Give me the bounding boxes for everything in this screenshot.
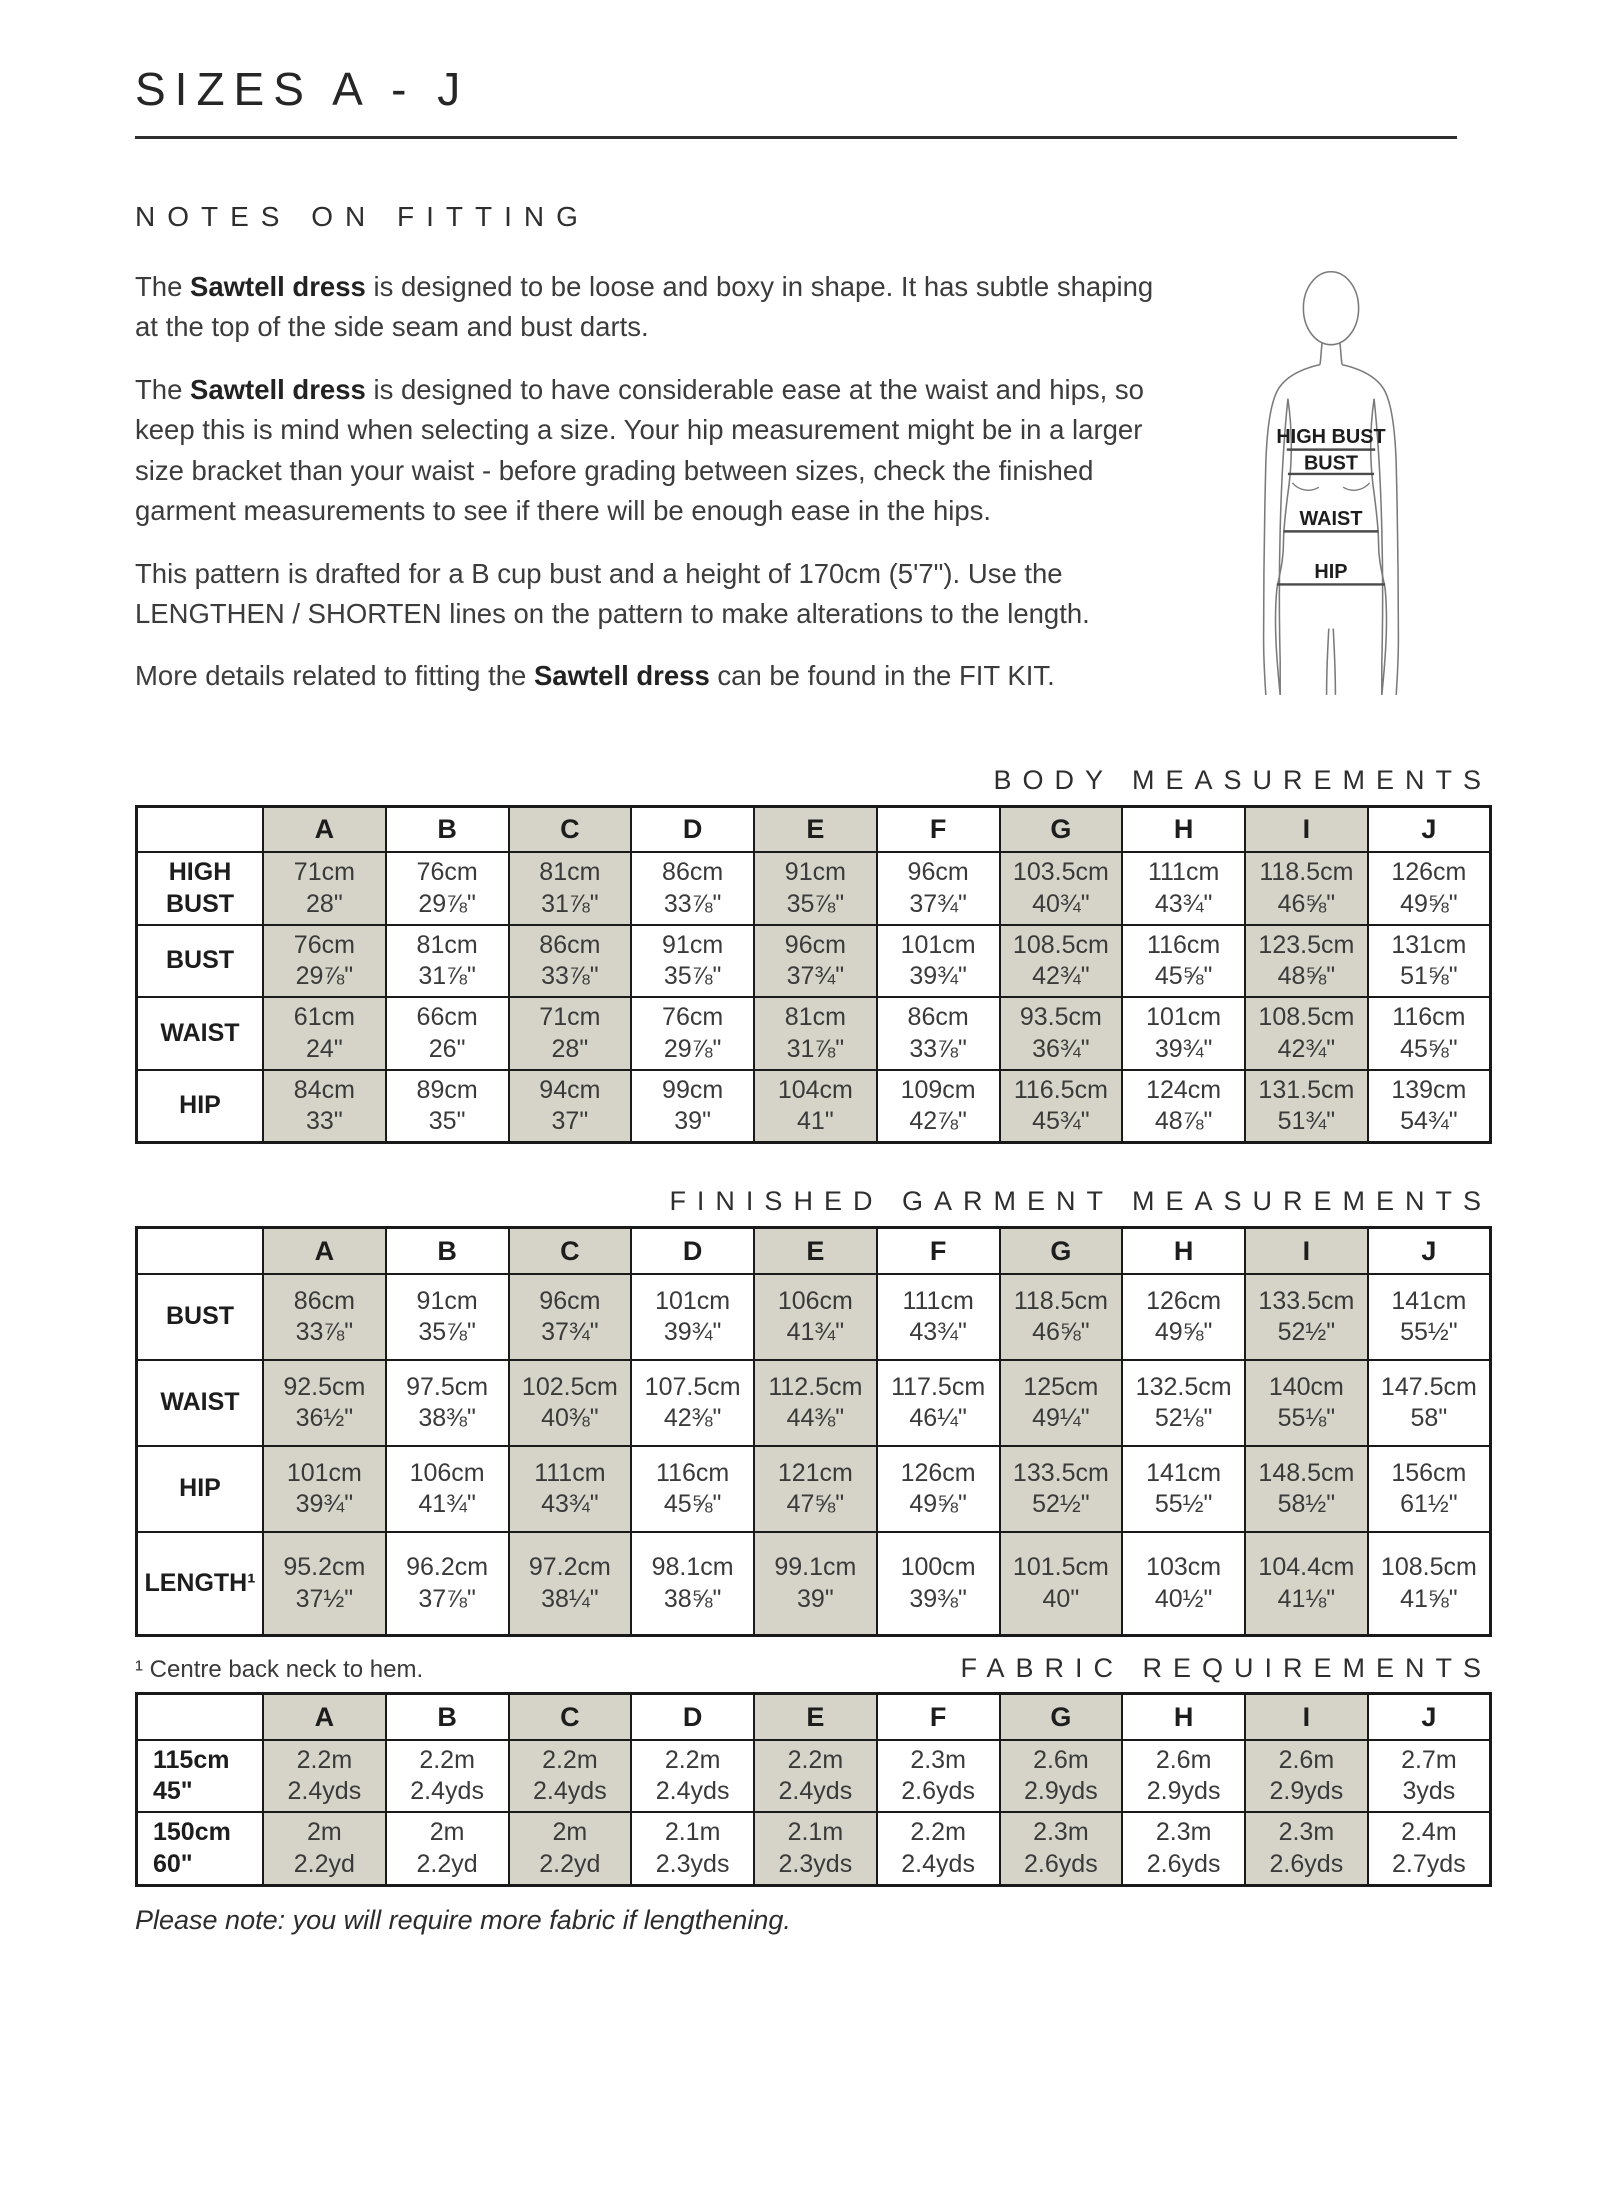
footnote-row xyxy=(135,1653,1492,1684)
size-column-header-g: G xyxy=(1000,1694,1123,1740)
table-row xyxy=(137,1070,1491,1143)
finished-garment-section xyxy=(135,1186,1492,1637)
fabric-note: Please note: you will require more fabric if lengthening. xyxy=(135,1904,791,1935)
measurement-cell: 2.6m 2.9yds xyxy=(1122,1740,1245,1813)
measurement-cell: 118.5cm 46⅝" xyxy=(1000,1274,1123,1360)
measurement-cell: 126cm 49⅝" xyxy=(1122,1274,1245,1360)
row-label: HIP xyxy=(137,1446,264,1532)
measurement-cell: 111cm 43¾" xyxy=(509,1446,632,1532)
measurement-cell: 116cm 45⅝" xyxy=(631,1446,754,1532)
measurement-cell: 81cm 31⅞" xyxy=(509,852,632,925)
measurement-cell: 94cm 37" xyxy=(509,1070,632,1143)
measurement-cell: 71cm 28" xyxy=(263,852,386,925)
measurement-cell: 116.5cm 45¾" xyxy=(1000,1070,1123,1143)
table-row xyxy=(137,1812,1491,1885)
paragraph-fit-kit: More details related to fitting the Sawtell dress can be found in the FIT KIT. xyxy=(135,660,1055,692)
measurement-cell: 2.2m 2.4yds xyxy=(754,1740,877,1813)
bust-label: BUST xyxy=(1303,452,1359,475)
body-measurements-heading: BODY MEASUREMENTS xyxy=(993,764,1492,795)
measurement-cell: 111cm 43¾" xyxy=(1122,852,1245,925)
hip-label: HIP xyxy=(1314,560,1348,583)
measurement-cell: 107.5cm 42⅜" xyxy=(631,1360,754,1446)
waist-label: WAIST xyxy=(1299,507,1363,530)
body-outline-illustration xyxy=(1215,253,1447,695)
body-outline xyxy=(1264,272,1399,695)
row-label-header-cell xyxy=(137,1228,264,1274)
measurement-cell: 2.3m 2.6yds xyxy=(1122,1812,1245,1885)
measurement-cell: 101cm 39¾" xyxy=(263,1446,386,1532)
measurement-cell: 118.5cm 46⅝" xyxy=(1245,852,1368,925)
measurement-cell: 123.5cm 48⅝" xyxy=(1245,925,1368,998)
measurement-cell: 2.6m 2.9yds xyxy=(1245,1740,1368,1813)
measurement-cell: 101cm 39¾" xyxy=(877,925,1000,998)
size-column-header-b: B xyxy=(386,1694,509,1740)
size-column-header-g: G xyxy=(1000,1228,1123,1274)
finished-garment-heading: FINISHED GARMENT MEASUREMENTS xyxy=(669,1186,1492,1217)
row-label-header-cell xyxy=(137,1694,264,1740)
measurement-cell: 109cm 42⅞" xyxy=(877,1070,1000,1143)
measurement-cell: 99cm 39" xyxy=(631,1070,754,1143)
size-column-header-i: I xyxy=(1245,1694,1368,1740)
measurement-cell: 132.5cm 52⅛" xyxy=(1122,1360,1245,1446)
size-column-header-j: J xyxy=(1368,1228,1491,1274)
notes-section xyxy=(135,267,1492,719)
measurement-cell: 86cm 33⅞" xyxy=(631,852,754,925)
measurement-cell: 156cm 61½" xyxy=(1368,1446,1491,1532)
measurement-cell: 101.5cm 40" xyxy=(1000,1532,1123,1636)
measurement-cell: 116cm 45⅝" xyxy=(1368,997,1491,1070)
measurement-cell: 101cm 39¾" xyxy=(631,1274,754,1360)
measurement-cell: 91cm 35⅞" xyxy=(631,925,754,998)
fabric-requirements-heading: FABRIC REQUIREMENTS xyxy=(960,1653,1492,1684)
measurement-cell: 95.2cm 37½" xyxy=(263,1532,386,1636)
table-row xyxy=(137,1740,1491,1813)
row-label: HIP xyxy=(137,1070,264,1143)
measurement-cell: 76cm 29⅞" xyxy=(263,925,386,998)
table-row xyxy=(137,925,1491,998)
fabric-requirements-table xyxy=(135,1692,1492,1887)
measurement-cell: 111cm 43¾" xyxy=(877,1274,1000,1360)
measurement-cell: 126cm 49⅝" xyxy=(1368,852,1491,925)
row-label: LENGTH¹ xyxy=(137,1532,264,1636)
measurement-cell: 126cm 49⅝" xyxy=(877,1446,1000,1532)
size-column-header-c: C xyxy=(509,1228,632,1274)
high-bust-label: HIGH BUST xyxy=(1276,426,1386,449)
measurement-cell: 124cm 48⅞" xyxy=(1122,1070,1245,1143)
measurement-cell: 97.2cm 38¼" xyxy=(509,1532,632,1636)
measurement-cell: 66cm 26" xyxy=(386,997,509,1070)
size-column-header-c: C xyxy=(509,806,632,852)
measurement-cell: 84cm 33" xyxy=(263,1070,386,1143)
size-column-header-f: F xyxy=(877,806,1000,852)
measurement-cell: 121cm 47⅝" xyxy=(754,1446,877,1532)
measurement-cell: 108.5cm 42¾" xyxy=(1000,925,1123,998)
size-column-header-e: E xyxy=(754,806,877,852)
measurement-cell: 2.7m 3yds xyxy=(1368,1740,1491,1813)
measurement-cell: 131.5cm 51¾" xyxy=(1245,1070,1368,1143)
length-footnote: ¹ Centre back neck to hem. xyxy=(135,1656,424,1684)
measurement-cell: 104cm 41" xyxy=(754,1070,877,1143)
measurement-cell: 133.5cm 52½" xyxy=(1000,1446,1123,1532)
measurement-cell: 2.3m 2.6yds xyxy=(1000,1812,1123,1885)
title-divider xyxy=(135,136,1457,139)
size-column-header-a: A xyxy=(263,806,386,852)
size-column-header-h: H xyxy=(1122,1694,1245,1740)
measurement-cell: 100cm 39⅜" xyxy=(877,1532,1000,1636)
measurement-cell: 103cm 40½" xyxy=(1122,1532,1245,1636)
measurement-cell: 2.2m 2.4yds xyxy=(877,1812,1000,1885)
notes-on-fitting-heading: NOTES ON FITTING xyxy=(135,201,590,232)
measurement-cell: 96cm 37¾" xyxy=(877,852,1000,925)
measurement-cell: 2.6m 2.9yds xyxy=(1000,1740,1123,1813)
measurement-cell: 131cm 51⅝" xyxy=(1368,925,1491,998)
row-label: HIGH BUST xyxy=(137,852,264,925)
measurement-cell: 2.1m 2.3yds xyxy=(631,1812,754,1885)
page-title: SIZES A - J xyxy=(135,63,470,115)
size-column-header-f: F xyxy=(877,1228,1000,1274)
row-label: BUST xyxy=(137,1274,264,1360)
size-column-header-d: D xyxy=(631,1228,754,1274)
paragraph-draft-height: This pattern is drafted for a B cup bust and a height of 170cm (5'7"). Use the LENGTHEN / SHORTEN lines on the pattern to make alterations to the length. xyxy=(135,557,1090,629)
measurement-cell: 148.5cm 58½" xyxy=(1245,1446,1368,1532)
size-column-header-f: F xyxy=(877,1694,1000,1740)
size-column-header-h: H xyxy=(1122,806,1245,852)
size-column-header-d: D xyxy=(631,1694,754,1740)
measurement-cell: 98.1cm 38⅝" xyxy=(631,1532,754,1636)
size-column-header-b: B xyxy=(386,806,509,852)
measurement-cell: 2m 2.2yd xyxy=(263,1812,386,1885)
size-column-header-c: C xyxy=(509,1694,632,1740)
measurement-cell: 2.3m 2.6yds xyxy=(877,1740,1000,1813)
body-measurements-table xyxy=(135,805,1492,1145)
measurement-cell: 97.5cm 38⅜" xyxy=(386,1360,509,1446)
body-measurements-section xyxy=(135,765,1492,1145)
measurement-cell: 125cm 49¼" xyxy=(1000,1360,1123,1446)
measurement-cell: 2.2m 2.4yds xyxy=(386,1740,509,1813)
measurement-cell: 86cm 33⅞" xyxy=(877,997,1000,1070)
measurement-cell: 96cm 37¾" xyxy=(509,1274,632,1360)
row-label: 115cm 45" xyxy=(137,1740,264,1813)
measurement-cell: 2m 2.2yd xyxy=(509,1812,632,1885)
measurement-cell: 101cm 39¾" xyxy=(1122,997,1245,1070)
measurement-cell: 81cm 31⅞" xyxy=(386,925,509,998)
measurement-cell: 86cm 33⅞" xyxy=(509,925,632,998)
measurement-cell: 117.5cm 46¼" xyxy=(877,1360,1000,1446)
measurement-cell: 89cm 35" xyxy=(386,1070,509,1143)
measurement-cell: 103.5cm 40¾" xyxy=(1000,852,1123,925)
fabric-requirements-section xyxy=(135,1692,1492,1887)
table-row xyxy=(137,1446,1491,1532)
measurement-cell: 112.5cm 44⅜" xyxy=(754,1360,877,1446)
size-column-header-d: D xyxy=(631,806,754,852)
measurement-cell: 108.5cm 42¾" xyxy=(1245,997,1368,1070)
measurement-cell: 92.5cm 36½" xyxy=(263,1360,386,1446)
size-column-header-i: I xyxy=(1245,1228,1368,1274)
measurement-cell: 108.5cm 41⅝" xyxy=(1368,1532,1491,1636)
size-column-header-a: A xyxy=(263,1694,386,1740)
row-label: BUST xyxy=(137,925,264,998)
table-row xyxy=(137,852,1491,925)
size-column-header-b: B xyxy=(386,1228,509,1274)
measurement-cell: 96.2cm 37⅞" xyxy=(386,1532,509,1636)
measurement-cell: 2.2m 2.4yds xyxy=(263,1740,386,1813)
measurement-cell: 91cm 35⅞" xyxy=(386,1274,509,1360)
measurement-cell: 133.5cm 52½" xyxy=(1245,1274,1368,1360)
measurement-cell: 2.3m 2.6yds xyxy=(1245,1812,1368,1885)
measurement-cell: 104.4cm 41⅛" xyxy=(1245,1532,1368,1636)
measurement-cell: 141cm 55½" xyxy=(1122,1446,1245,1532)
row-label: 150cm 60" xyxy=(137,1812,264,1885)
measurement-cell: 102.5cm 40⅜" xyxy=(509,1360,632,1446)
measurement-cell: 71cm 28" xyxy=(509,997,632,1070)
size-column-header-e: E xyxy=(754,1694,877,1740)
row-label-header-cell xyxy=(137,806,264,852)
measurement-cell: 2.2m 2.4yds xyxy=(631,1740,754,1813)
size-column-header-i: I xyxy=(1245,806,1368,852)
paragraph-ease: The Sawtell dress is designed to have considerable ease at the waist and hips, so keep this is mind when selecting a size. Your hip measurement might be in a larger size bracket than your waist - before grading between sizes, check the finished garment measurements to see if there will be enough ease in the hips. xyxy=(135,373,1144,527)
measurement-cell: 81cm 31⅞" xyxy=(754,997,877,1070)
measurement-cell: 106cm 41¾" xyxy=(754,1274,877,1360)
measurement-cell: 93.5cm 36¾" xyxy=(1000,997,1123,1070)
row-label: WAIST xyxy=(137,1360,264,1446)
measurement-cell: 61cm 24" xyxy=(263,997,386,1070)
size-column-header-j: J xyxy=(1368,806,1491,852)
measurement-cell: 140cm 55⅛" xyxy=(1245,1360,1368,1446)
row-label: WAIST xyxy=(137,997,264,1070)
finished-garment-table xyxy=(135,1226,1492,1637)
measurement-cell: 99.1cm 39" xyxy=(754,1532,877,1636)
measurement-cell: 116cm 45⅝" xyxy=(1122,925,1245,998)
measurement-cell: 2.1m 2.3yds xyxy=(754,1812,877,1885)
measurement-cell: 2.4m 2.7yds xyxy=(1368,1812,1491,1885)
measurement-cell: 2.2m 2.4yds xyxy=(509,1740,632,1813)
measurement-cell: 86cm 33⅞" xyxy=(263,1274,386,1360)
measurement-cell: 76cm 29⅞" xyxy=(631,997,754,1070)
size-column-header-e: E xyxy=(754,1228,877,1274)
size-column-header-g: G xyxy=(1000,806,1123,852)
measurement-cell: 76cm 29⅞" xyxy=(386,852,509,925)
measurement-cell: 139cm 54¾" xyxy=(1368,1070,1491,1143)
size-column-header-j: J xyxy=(1368,1694,1491,1740)
measurement-cell: 91cm 35⅞" xyxy=(754,852,877,925)
measurement-cell: 2m 2.2yd xyxy=(386,1812,509,1885)
size-column-header-a: A xyxy=(263,1228,386,1274)
body-measurement-figure xyxy=(1215,253,1447,695)
measurement-cell: 96cm 37¾" xyxy=(754,925,877,998)
measurement-cell: 147.5cm 58" xyxy=(1368,1360,1491,1446)
paragraph-shape: The Sawtell dress is designed to be loose and boxy in shape. It has subtle shaping at the top of the side seam and bust darts. xyxy=(135,271,1154,343)
table-row xyxy=(137,997,1491,1070)
notes-paragraphs xyxy=(135,267,1177,719)
size-column-header-h: H xyxy=(1122,1228,1245,1274)
table-row xyxy=(137,1532,1491,1636)
table-row xyxy=(137,1360,1491,1446)
table-row xyxy=(137,1274,1491,1360)
measurement-cell: 106cm 41¾" xyxy=(386,1446,509,1532)
measurement-cell: 141cm 55½" xyxy=(1368,1274,1491,1360)
